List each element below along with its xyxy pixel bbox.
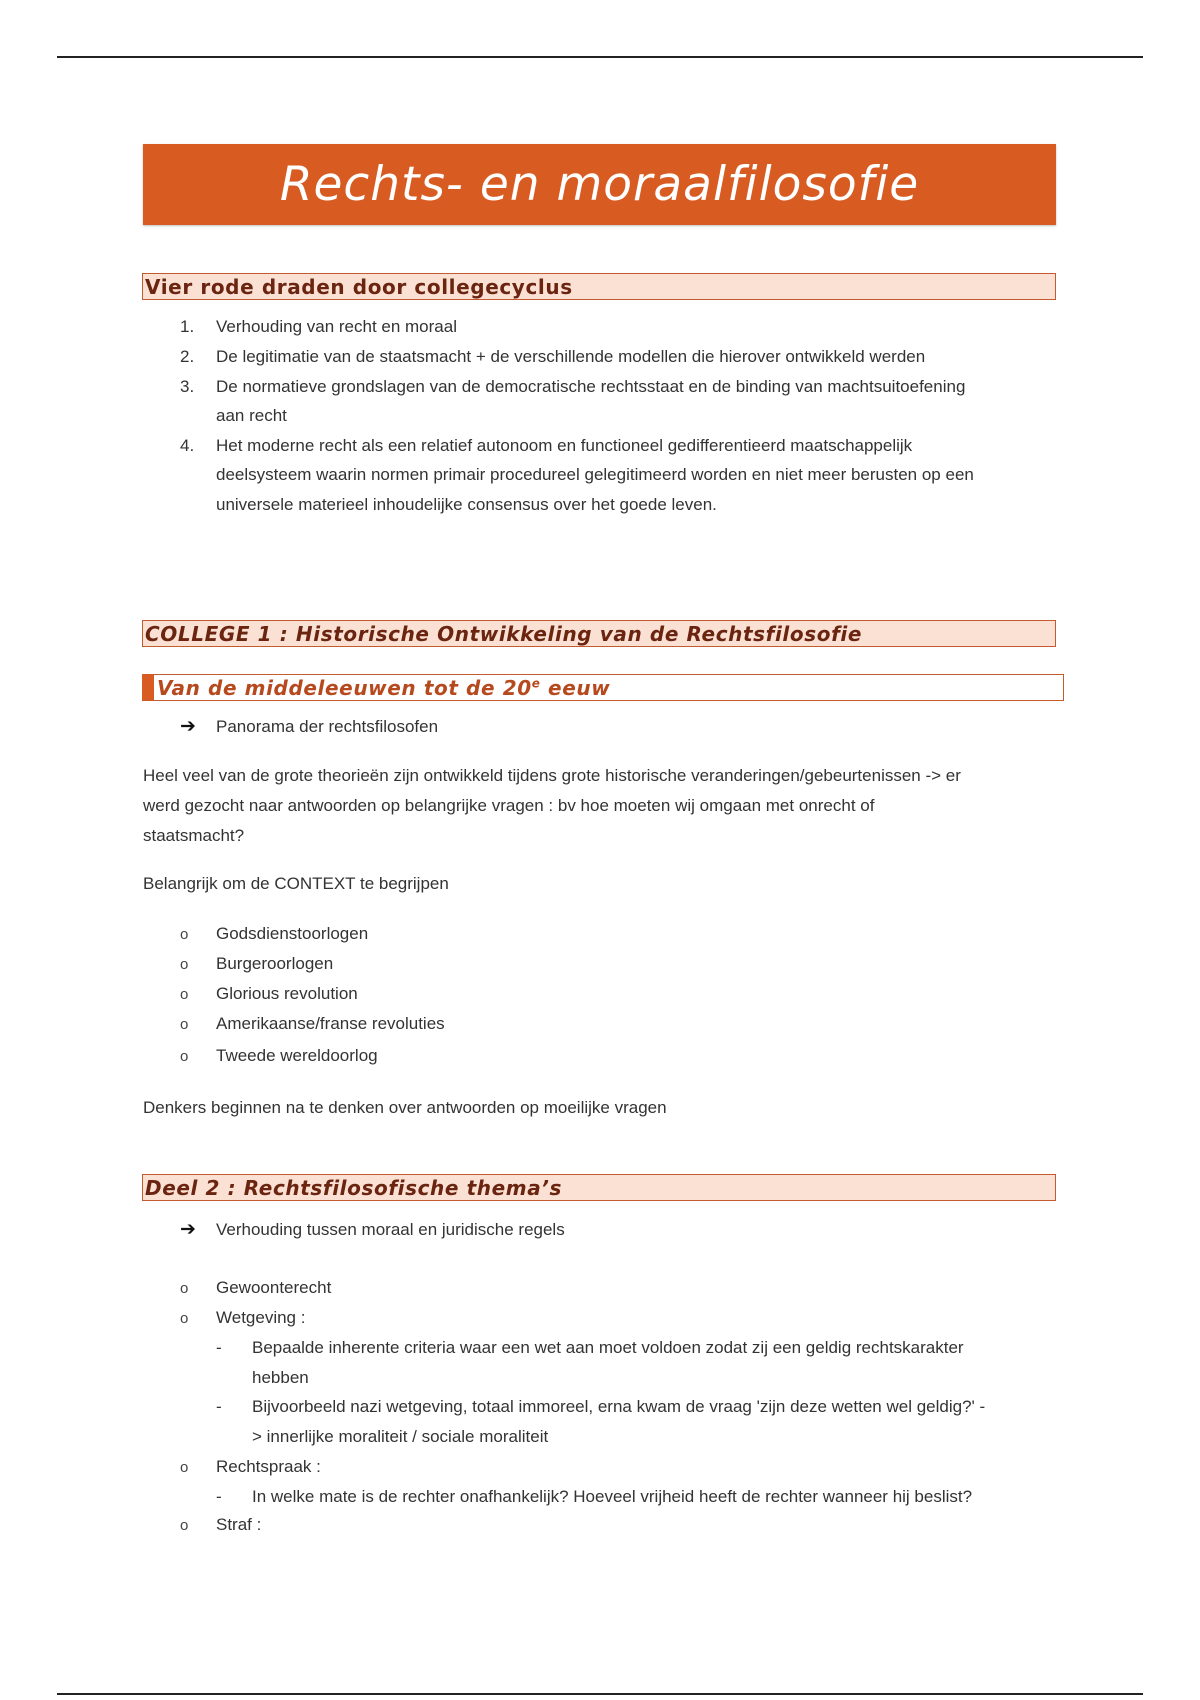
context-line: Belangrijk om de CONTEXT te begrijpen	[143, 874, 449, 893]
document-title-banner	[143, 144, 1056, 225]
circle-bullet-icon: o	[180, 1048, 189, 1065]
sub-item-line: Bijvoorbeeld nazi wetgeving, totaal immoreel, erna kwam de vraag 'zijn deze wetten wel geldig?' -	[252, 1397, 986, 1416]
top-rule	[57, 56, 1143, 58]
circle-bullet-icon: o	[180, 1310, 189, 1327]
section-heading-college1	[142, 620, 1056, 647]
arrow-item: Panorama der rechtsfilosofen	[216, 717, 439, 736]
sub-item-line: > innerlijke moraliteit / sociale moraliteit	[252, 1427, 549, 1446]
closing-line: Denkers beginnen na te denken over antwoorden op moeilijke vragen	[143, 1098, 667, 1117]
section-heading-threads-text: Vier rode draden door collegecyclus	[145, 274, 573, 299]
list-item-line: deelsysteem waarin normen primair procedureel gelegitimeerd worden en niet meer berusten op een	[216, 465, 974, 484]
list-item: Amerikaanse/franse revoluties	[216, 1014, 445, 1033]
subheading-middle-ages-text	[157, 676, 610, 700]
section-heading-college1-text: COLLEGE 1 : Historische Ontwikkeling van de Rechtsfilosofie	[145, 621, 862, 646]
arrow-icon: ➔	[180, 1219, 196, 1240]
section-heading-threads	[142, 273, 1056, 300]
list-item: Gewoonterecht	[216, 1278, 332, 1297]
list-number: 3.	[180, 377, 195, 396]
circle-bullet-icon: o	[180, 926, 189, 943]
list-number: 2.	[180, 347, 195, 366]
list-item: De legitimatie van de staatsmacht + de verschillende modellen die hierover ontwikkeld werden	[216, 347, 926, 366]
paragraph-line: staatsmacht?	[143, 826, 245, 845]
list-item: Rechtspraak :	[216, 1457, 321, 1476]
list-number: 4.	[180, 436, 195, 455]
bottom-rule	[57, 1693, 1143, 1695]
list-item: Glorious revolution	[216, 984, 358, 1003]
list-item: Verhouding van recht en moraal	[216, 317, 457, 336]
subheading-middle-ages	[142, 674, 1064, 701]
subheading-main: Van de middeleeuwen tot de 20	[157, 675, 532, 700]
arrow-icon: ➔	[180, 716, 196, 737]
circle-bullet-icon: o	[180, 1280, 189, 1297]
list-item: Wetgeving :	[216, 1308, 306, 1327]
sub-item-line: Bepaalde inherente criteria waar een wet aan moet voldoen zodat zij een geldig rechtskarakter	[252, 1338, 964, 1357]
subheading-tail: eeuw	[540, 675, 611, 700]
subheading-superscript: e	[531, 675, 541, 690]
section-heading-deel2	[142, 1174, 1056, 1201]
list-item: Tweede wereldoorlog	[216, 1046, 378, 1065]
sub-item-line: In welke mate is de rechter onafhankelijk? Hoeveel vrijheid heeft de rechter wanneer hij beslist?	[252, 1487, 973, 1506]
list-item-line: Het moderne recht als een relatief autonoom en functioneel gedifferentieerd maatschappelijk	[216, 436, 913, 455]
dash-bullet-icon: -	[216, 1487, 222, 1506]
list-item: Straf :	[216, 1515, 262, 1534]
dash-bullet-icon: -	[216, 1397, 222, 1416]
paragraph-line: Heel veel van de grote theorieën zijn ontwikkeld tijdens grote historische veranderingen/gebeurtenissen -> er	[143, 766, 961, 785]
document-title: Rechts- en moraalfilosofie	[279, 157, 920, 212]
list-item-line: aan recht	[216, 406, 287, 425]
circle-bullet-icon: o	[180, 1517, 189, 1534]
list-item-line: De normatieve grondslagen van de democratische rechtsstaat en de binding van machtsuitoefening	[216, 377, 966, 396]
paragraph-line: werd gezocht naar antwoorden op belangrijke vragen : bv hoe moeten wij omgaan met onrecht of	[143, 796, 875, 815]
arrow-item: Verhouding tussen moraal en juridische regels	[216, 1220, 565, 1239]
circle-bullet-icon: o	[180, 1459, 189, 1476]
list-item: Godsdienstoorlogen	[216, 924, 369, 943]
sub-item-line: hebben	[252, 1368, 309, 1387]
circle-bullet-icon: o	[180, 1016, 189, 1033]
circle-bullet-icon: o	[180, 956, 189, 973]
list-number: 1.	[180, 317, 195, 336]
section-heading-deel2-text: Deel 2 : Rechtsfilosofische thema’s	[145, 1175, 562, 1200]
dash-bullet-icon: -	[216, 1338, 222, 1357]
list-item: Burgeroorlogen	[216, 954, 334, 973]
circle-bullet-icon: o	[180, 986, 189, 1003]
list-item-line: universele materieel inhoudelijke consensus over het goede leven.	[216, 495, 717, 514]
